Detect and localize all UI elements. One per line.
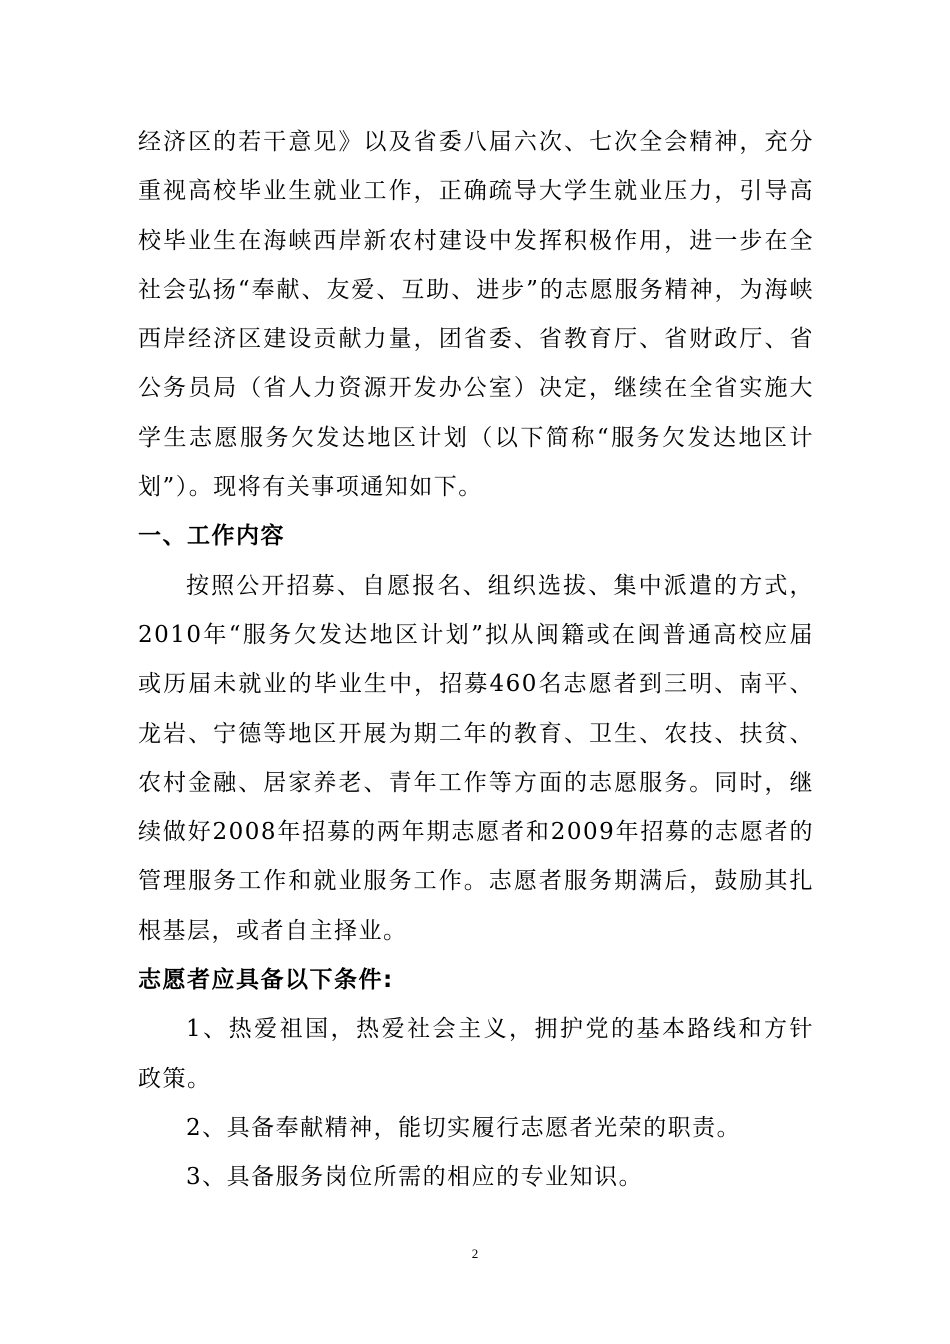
requirement-item-3: 3、具备服务岗位所需的相应的专业知识。	[186, 1164, 644, 1191]
paragraph-intro-continuation: 经济区的若干意见》以及省委八届六次、七次全会精神，充分重视高校毕业生就业工作，正确疏导大学生就业压力，引导高校毕业生在海峡西岸新农村建设中发挥积极作用，进一步在全社会弘扬“奉献、友爱、互助、进步”的志愿服务精神，为海峡西岸经济区建设贡献力量，团省委、省教育厅、省财政厅、省公务员局（省人力资源开发办公室）决定，继续在全省实施大学生志愿服务欠发达地区计划（以下简称“服务欠发达地区计划”）。现将有关事项通知如下。	[138, 129, 814, 501]
page-number: 2	[471, 1246, 479, 1261]
requirement-item-2: 2、具备奉献精神，能切实履行志愿者光荣的职责。	[186, 1114, 742, 1141]
document-body	[138, 118, 814, 1203]
section-heading-volunteer-requirements: 志愿者应具备以下条件:	[138, 967, 394, 994]
requirement-item-1: 1、热爱祖国，热爱社会主义，拥护党的基本路线和方针政策。	[138, 1016, 814, 1092]
paragraph-work-content: 按照公开招募、自愿报名、组织选拔、集中派遣的方式，2010年“服务欠发达地区计划”拟从闽籍或在闽普通高校应届或历届未就业的毕业生中，招募460名志愿者到三明、南平、龙岩、宁德等地区开展为期二年的教育、卫生、农技、扶贫、农村金融、居家养老、青年工作等方面的志愿服务。同时，继续做好2008年招募的两年期志愿者和2009年招募的志愿者的管理服务工作和就业服务工作。志愿者服务期满后，鼓励其扎根基层，或者自主择业。	[138, 572, 814, 944]
section-heading-work-content: 一、工作内容	[138, 523, 285, 550]
